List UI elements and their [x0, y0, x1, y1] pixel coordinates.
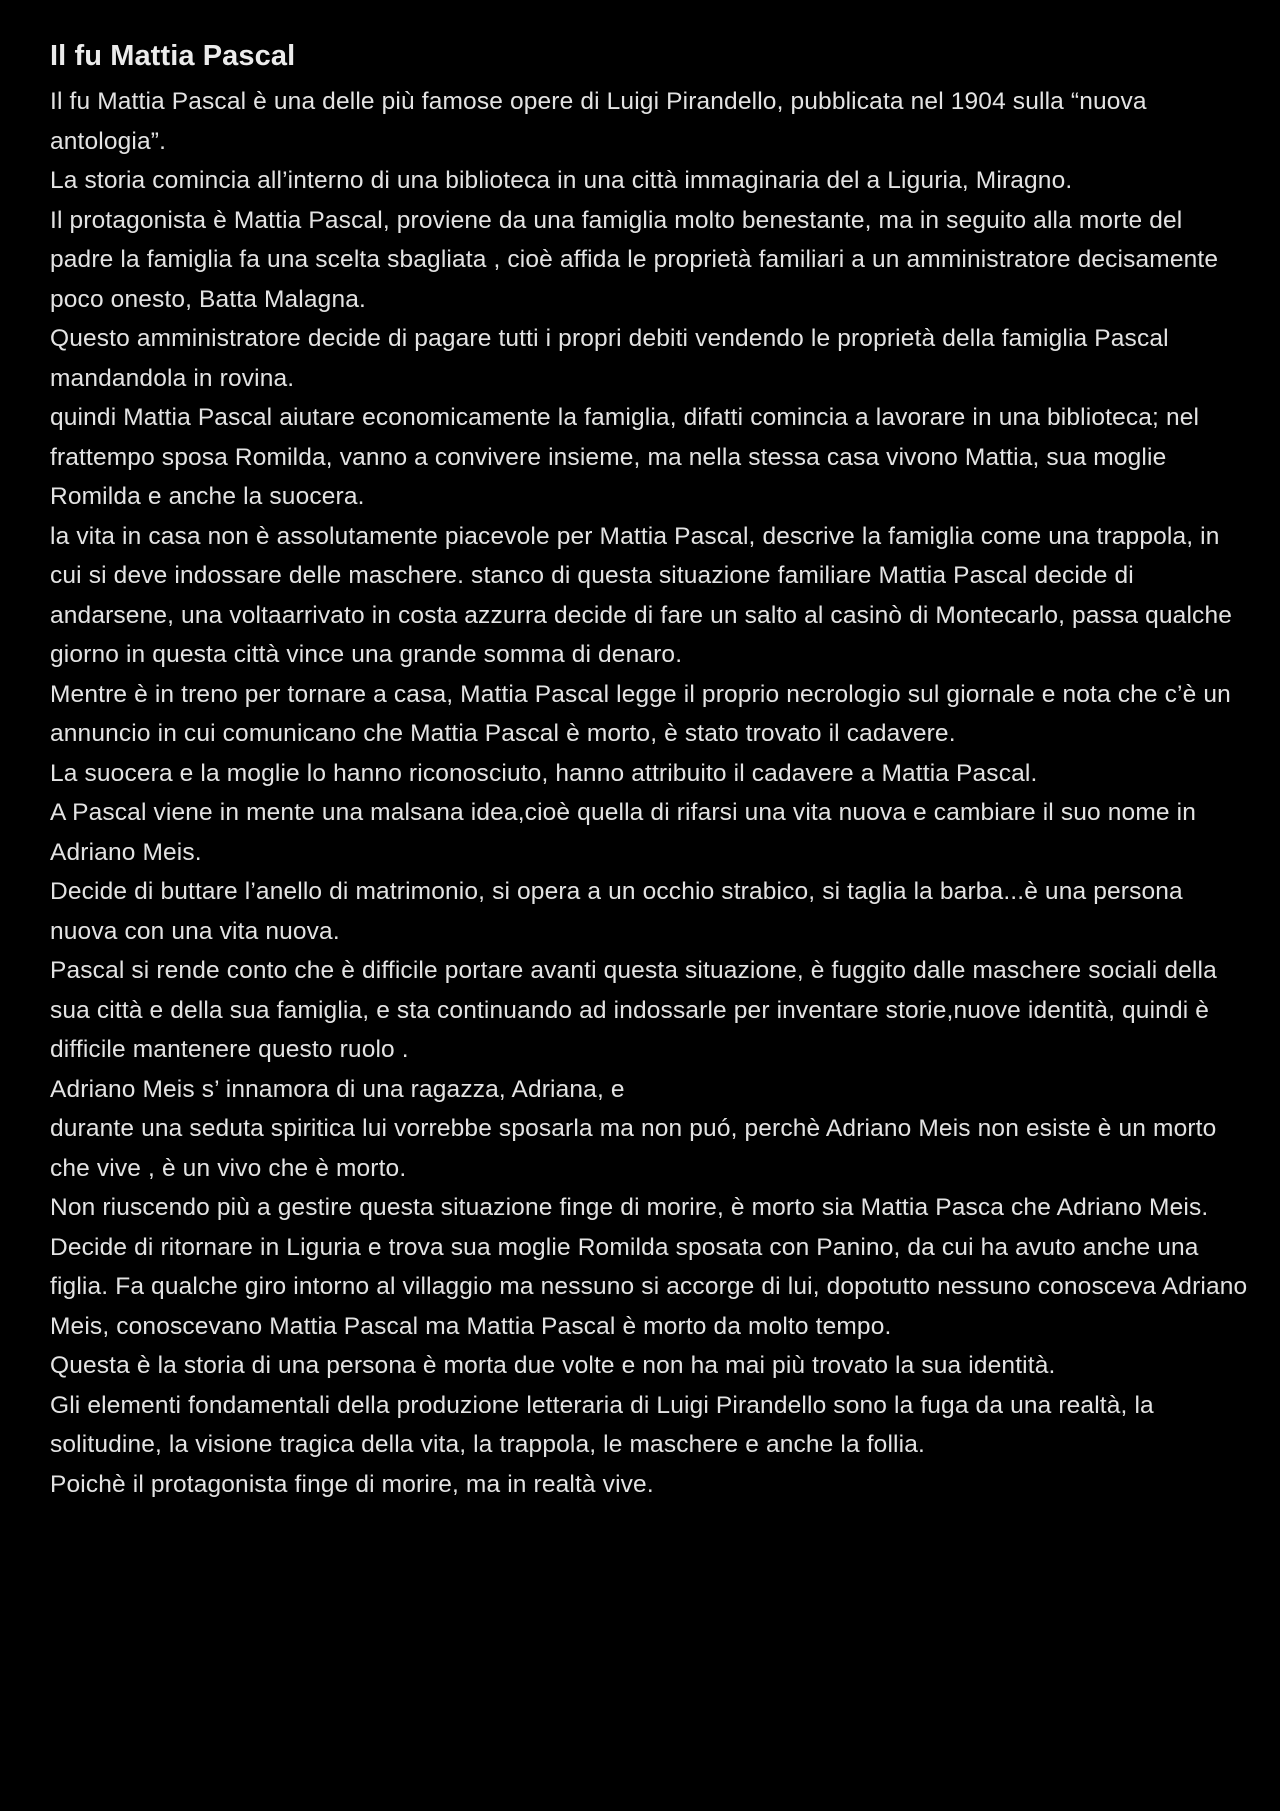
paragraph-10: Decide di buttare l’anello di matrimonio, si opera a un occhio strabico, si taglia la barba...è una persona nuova con una vita nuova. [50, 878, 1183, 945]
document-title: Il fu Mattia Pascal [50, 40, 296, 72]
paragraph-17: Gli elementi fondamentali della produzione letteraria di Luigi Pirandello sono la fuga da una realtà, la solitudine, la visione tragica della vita, la trappola, le maschere e anche la follia. [50, 1391, 1154, 1458]
paragraph-12: Adriano Meis s’ innamora di una ragazza, Adriana, e [50, 1075, 625, 1103]
paragraph-1: Il fu Mattia Pascal è una delle più famose opere di Luigi Pirandello, pubblicata nel 1904 sulla “nuova antologia”. [50, 88, 1147, 155]
paragraph-5: quindi Mattia Pascal aiutare economicamente la famiglia, difatti comincia a lavorare in una biblioteca; nel frattempo sposa Romilda, vanno a convivere insieme, ma nella stessa casa vivono Mattia, sua moglie Romilda e anche la suocera. [50, 404, 1200, 510]
paragraph-8: La suocera e la moglie lo hanno riconosciuto, hanno attribuito il cadavere a Mattia Pascal. [50, 759, 1038, 787]
paragraph-14: Non riuscendo più a gestire questa situazione finge di morire, è morto sia Mattia Pasca che Adriano Meis. [50, 1194, 1209, 1221]
paragraph-16: Questa è la storia di una persona è morta due volte e non ha mai più trovato la sua identità. [50, 1352, 1056, 1379]
paragraph-13: durante una seduta spiritica lui vorrebbe sposarla ma non puó, perchè Adriano Meis non esiste è un morto che vive , è un vivo che è morto. [50, 1115, 1217, 1182]
paragraph-9: A Pascal viene in mente una malsana idea,cioè quella di rifarsi una vita nuova e cambiare il suo nome in Adriano Meis. [50, 799, 1196, 866]
document-body [50, 82, 1250, 1504]
paragraph-11: Pascal si rende conto che è difficile portare avanti questa situazione, è fuggito dalle maschere sociali della sua città e della sua famiglia, e sta continuando ad indossarle per inventare storie,nuove identità, quindi è difficile mantenere questo ruolo . [50, 957, 1217, 1063]
paragraph-3: Il protagonista è Mattia Pascal, proviene da una famiglia molto benestante, ma in seguito alla morte del padre la famiglia fa una scelta sbagliata , cioè affida le proprietà familiari a un amministratore decisamente poco onesto, Batta Malagna. [50, 206, 1219, 313]
paragraph-18: Poichè il protagonista finge di morire, ma in realtà vive. [50, 1470, 654, 1498]
paragraph-7: Mentre è in treno per tornare a casa, Mattia Pascal legge il proprio necrologio sul giornale e nota che c’è un annuncio in cui comunicano che Mattia Pascal è morto, è stato trovato il cadavere. [50, 680, 1231, 747]
paragraph-15: Decide di ritornare in Liguria e trova sua moglie Romilda sposata con Panino, da cui ha avuto anche una figlia. Fa qualche giro intorno al villaggio ma nessuno si accorge di lui, dopotutto nessuno conosceva Adriano Meis, conoscevano Mattia Pascal ma Mattia Pascal è morto da molto tempo. [50, 1233, 1248, 1340]
document-page [50, 34, 1250, 1504]
paragraph-2: La storia comincia all’interno di una biblioteca in una città immaginaria del a Liguria, Miragno. [50, 167, 1073, 194]
paragraph-4: Questo amministratore decide di pagare tutti i propri debiti vendendo le proprietà della famiglia Pascal mandandola in rovina. [50, 325, 1169, 392]
paragraph-6: la vita in casa non è assolutamente piacevole per Mattia Pascal, descrive la famiglia come una trappola, in cui si deve indossare delle maschere. stanco di questa situazione familiare Mattia Pascal decide di andarsene, una voltaarrivato in costa azzurra decide di fare un salto al casinò di Montecarlo, passa qualche giorno in questa città vince una grande somma di denaro. [50, 522, 1232, 668]
